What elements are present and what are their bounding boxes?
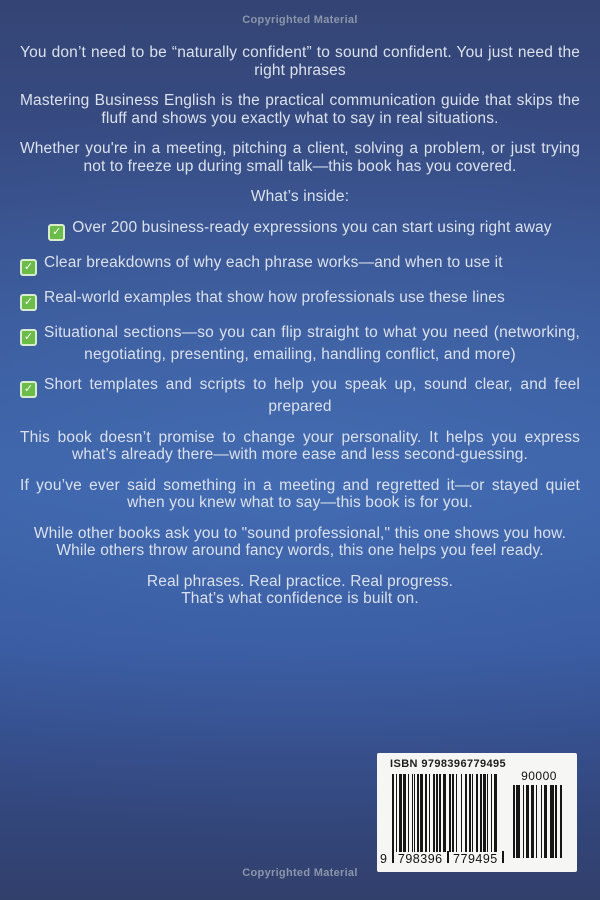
tagline-line: Real phrases. Real practice. Real progress.: [146, 572, 454, 590]
comparison-block: [20, 525, 580, 560]
checklist-item-text: Real-world examples that show how professionals use these lines: [44, 288, 505, 306]
checklist-item: [20, 324, 580, 364]
checklist-item: [20, 254, 580, 276]
whats-inside-heading: What’s inside:: [250, 188, 350, 205]
checklist-item-text: Short templates and scripts to help you speak up, sound clear, and feel prepared: [44, 376, 580, 415]
comparison-line: While others throw around fancy words, this one helps you feel ready.: [56, 542, 544, 559]
barcode-guard-bar: [392, 851, 394, 863]
price-addon-barcode: [513, 769, 565, 858]
tagline-line: That’s what confidence is built on.: [181, 590, 419, 607]
intro-paragraph: Whether you're in a meeting, pitching a client, solving a problem, or just trying not to freeze up during small talk—this book has you covered.: [20, 140, 580, 175]
check-icon: ✓: [20, 259, 37, 276]
barcode-digit-group: 9: [380, 852, 388, 866]
copyright-notice-top: Copyrighted Material: [242, 14, 358, 26]
isbn-barcode-panel: [377, 753, 577, 872]
comparison-line: While other books ask you to "sound professional," this one shows you how.: [33, 524, 567, 542]
check-icon: ✓: [48, 224, 65, 241]
check-icon: ✓: [20, 381, 37, 398]
check-icon: ✓: [20, 329, 37, 346]
ean-barcode: [392, 774, 498, 852]
back-cover-text: [0, 44, 600, 608]
checklist-item-text: Clear breakdowns of why each phrase works—and when to use it: [44, 253, 503, 271]
ean-barcode-bars: [392, 774, 498, 852]
checklist-item: [20, 219, 580, 241]
barcode-guard-bar: [502, 851, 504, 863]
intro-paragraph: You don’t need to be “naturally confident” to sound confident. You just need the right phrases: [20, 44, 580, 79]
barcode-digit-group: 798396: [397, 852, 443, 866]
checklist-item-text: Over 200 business-ready expressions you can start using right away: [72, 218, 552, 236]
checklist-item: [20, 289, 580, 311]
intro-paragraph: Mastering Business English is the practical communication guide that skips the fluff and shows you exactly what to say in real situations.: [20, 92, 580, 127]
price-addon-bars: [513, 785, 565, 858]
isbn-label: ISBN 9798396779495: [390, 758, 507, 770]
copyright-notice-bottom: Copyrighted Material: [242, 867, 358, 879]
tagline-block: [20, 573, 580, 608]
closing-paragraph: This book doesn’t promise to change your personality. It helps you express what’s already there—with more ease and less second-guessing.: [20, 428, 580, 463]
checklist-item-text: Situational sections—so you can flip straight to what you need (networking, negotiating, presenting, emailing, handling conflict, and more): [44, 323, 580, 363]
barcode-guard-bar: [447, 851, 449, 863]
closing-paragraph: If you’ve ever said something in a meeting and regretted it—or stayed quiet when you knew what to say—this book is for you.: [20, 476, 580, 511]
check-icon: ✓: [20, 294, 37, 311]
ean-barcode-digits: [380, 852, 504, 866]
price-code-label: 90000: [521, 769, 557, 783]
barcode-digit-group: 779495: [453, 852, 498, 866]
checklist-item: [20, 376, 580, 416]
